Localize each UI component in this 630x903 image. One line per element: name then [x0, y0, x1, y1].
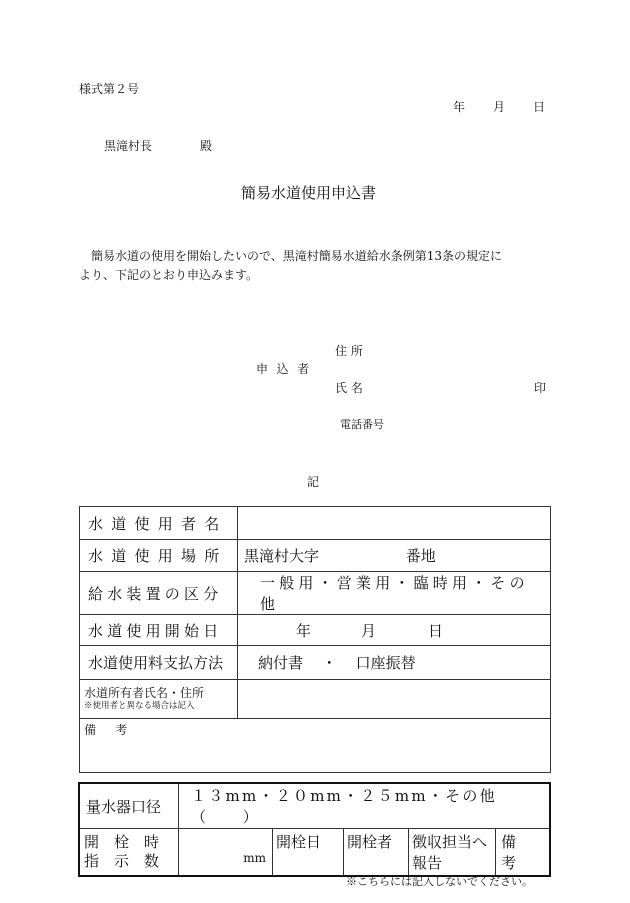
unit-label: mm: [243, 850, 266, 865]
owner-note: ※使用者と異なる場合は記入: [84, 701, 195, 712]
page-title: 簡易水道使用申込書: [241, 184, 377, 202]
payment-separator: ・: [321, 654, 337, 672]
remarks-label: 備 考: [84, 723, 131, 737]
open-reading-value[interactable]: [179, 829, 273, 877]
phone-label: 電話番号: [340, 418, 384, 431]
ki-heading: 記: [307, 475, 320, 489]
usage-place-suffix: 番地: [405, 547, 436, 565]
seal-mark: 印: [534, 381, 547, 395]
payment-method-label: 水道使用料支払方法: [80, 646, 238, 680]
application-table: [79, 506, 551, 773]
date-year: 年: [453, 100, 466, 114]
meter-remarks-label: 備 考: [501, 833, 532, 872]
report-label: 徴収担当へ報告: [412, 833, 488, 872]
owner-label: 水道所有者氏名・住所: [84, 686, 205, 701]
user-name-label: 水道使用者名: [80, 507, 238, 540]
start-month: 月: [361, 621, 377, 640]
name-label: 氏 名: [335, 381, 363, 395]
date-day: 日: [533, 100, 546, 114]
recipient-name: 黒滝村長: [104, 139, 153, 153]
table-row: [80, 719, 551, 773]
date-month: 月: [493, 100, 506, 114]
applicant-label: 申 込 者: [256, 362, 312, 376]
start-date-value[interactable]: [238, 615, 551, 646]
open-reading-label-cell: [79, 829, 179, 877]
report-cell[interactable]: [409, 829, 496, 877]
start-date-label: 水道使用開始日: [80, 615, 238, 646]
start-year: 年: [296, 621, 312, 640]
caliber-label: 量水器口径: [79, 783, 179, 829]
opener-label: 開栓者: [347, 833, 393, 851]
table-row: [80, 646, 551, 680]
payment-option-invoice[interactable]: 納付書: [258, 654, 304, 672]
usage-place-prefix: 黒滝村大字: [244, 547, 320, 565]
recipient-honorific: 殿: [200, 139, 213, 153]
caliber-options[interactable]: １３mm・２０mm・２５mm・その他（ ）: [179, 783, 551, 829]
supply-category-options[interactable]: 一般用・営業用・臨時用・その他: [238, 572, 551, 615]
table-row: [80, 680, 551, 719]
table-row: [80, 572, 551, 615]
remarks-cell[interactable]: [80, 719, 551, 773]
payment-method-options[interactable]: [238, 646, 551, 680]
usage-place-label: 水道使用場所: [80, 540, 238, 572]
form-number: 様式第２号: [79, 82, 140, 96]
supply-category-label: 給水装置の区分: [80, 572, 238, 615]
body-text-line-2: より、下記のとおり申込みます。: [79, 268, 259, 282]
open-reading-label-2: 指 示 数: [84, 852, 160, 870]
table-row: [80, 540, 551, 572]
usage-place-value[interactable]: [238, 540, 551, 572]
user-name-value[interactable]: [238, 507, 551, 540]
table-row: [79, 783, 550, 829]
meter-table: [78, 782, 551, 877]
body-text-line-1: 簡易水道の使用を開始したいので、黒滝村簡易水道給水条例第13条の規定に: [79, 249, 503, 263]
owner-label-cell: [80, 680, 238, 719]
open-date-cell[interactable]: [273, 829, 344, 877]
owner-value[interactable]: [238, 680, 551, 719]
opener-cell[interactable]: [344, 829, 409, 877]
table-row: [80, 507, 551, 540]
meter-remarks-cell[interactable]: [496, 829, 551, 877]
table-row: [79, 829, 550, 877]
footer-note: ※こちらには記入しないでください。: [346, 875, 533, 888]
open-reading-label-1: 開 栓 時: [84, 832, 160, 851]
start-day: 日: [428, 621, 444, 640]
table-row: [80, 615, 551, 646]
address-label: 住 所: [335, 344, 363, 358]
payment-option-account-transfer[interactable]: 口座振替: [355, 654, 416, 672]
open-date-label: 開栓日: [276, 833, 322, 851]
